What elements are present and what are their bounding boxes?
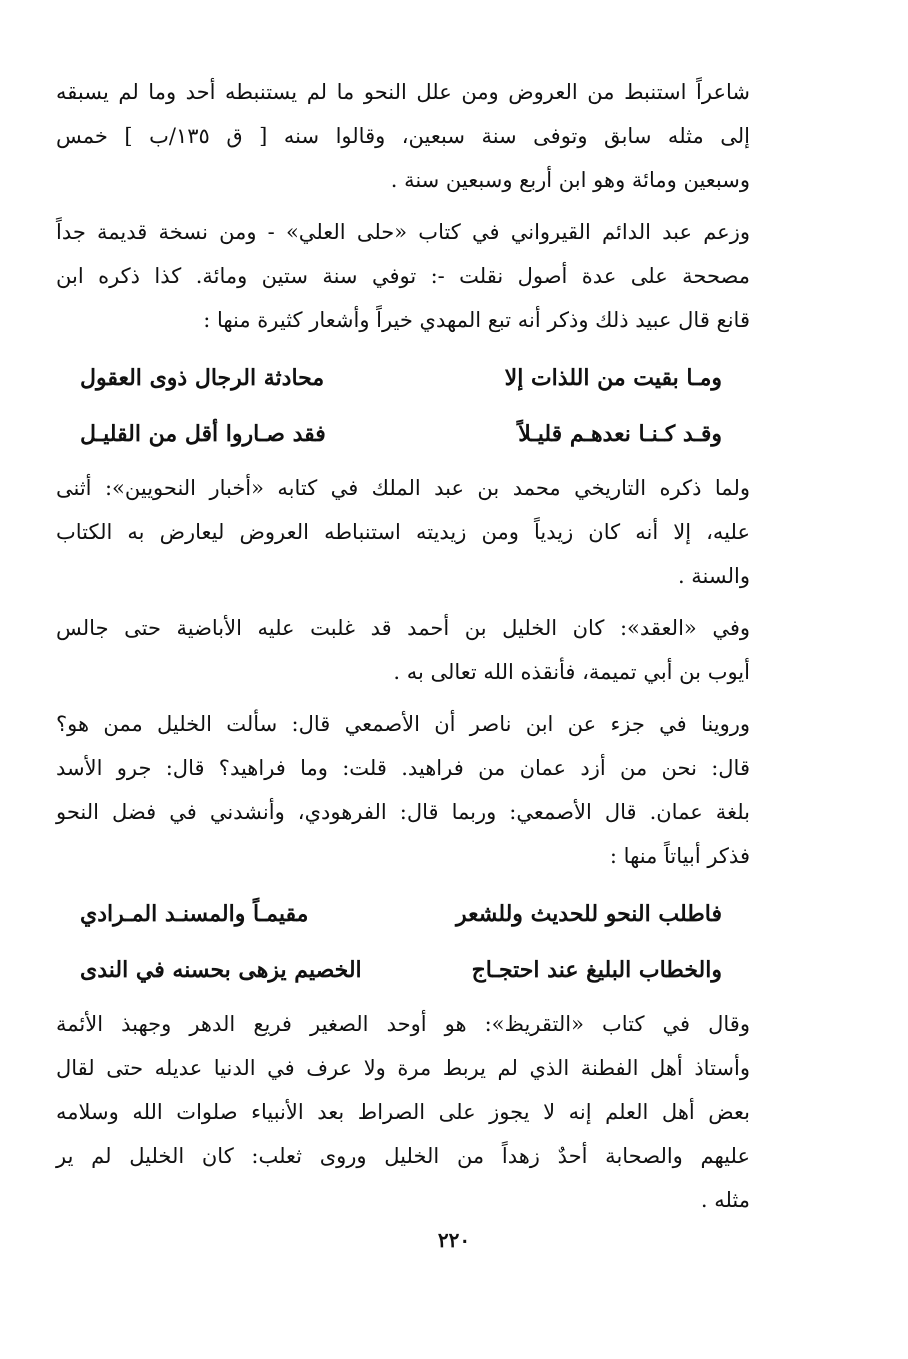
text-line: بعض أهل العلم إنه لا يجوز على الصراط بعد الأنبياء صلوات الله وسلامه — [56, 1100, 750, 1124]
page-number: ٢٢٠ — [437, 1228, 471, 1252]
text-line: وأستاذ أهل الفطنة الذي لم يربط مرة ولا عرف في الدنيا عديله حتى لقال — [56, 1056, 750, 1080]
paragraph-6 — [56, 1002, 750, 1222]
text-line: إلى مثله سابق وتوفى سنة سبعين، وقالوا سنه [ ق ١٣٥/ب ] خمس — [56, 124, 750, 148]
poem-block-2 — [56, 886, 750, 998]
text-line: وزعم عبد الدائم القيرواني في كتاب «حلى العلي» - ومن نسخة قديمة جداً — [56, 220, 750, 244]
text-line: شاعراً استنبط من العروض ومن علل النحو ما لم يستنبطه أحد وما لم يسبقه — [56, 80, 750, 104]
verse-second-hemistich: محادثة الرجال ذوى العقول — [80, 365, 325, 391]
text-line: قال: نحن من أزد عمان من فراهيد. قلت: وما فراهيد؟ قال: جرو الأسد — [56, 756, 750, 780]
text-line: والسنة . — [677, 564, 750, 588]
verse-line — [56, 886, 750, 942]
verse-second-hemistich: فقد صـاروا أقل من القليـل — [80, 421, 326, 447]
verse-second-hemistich: الخصيم يزهى بحسنه في الندى — [80, 957, 362, 983]
paragraph-5 — [56, 702, 750, 878]
text-line: وسبعين ومائة وهو ابن أربع وسبعين سنة . — [390, 168, 750, 192]
text-line: وفي «العقد»: كان الخليل بن أحمد قد غلبت عليه الأباضية حتى جالس — [56, 616, 750, 640]
verse-second-hemistich: مقيمـاً والمسنـد المـرادي — [80, 901, 309, 927]
poem-block-1 — [56, 350, 750, 462]
text-line: وقال في كتاب «التقريظ»: هو أوحد الصغير فريع الدهر وجهبذ الأئمة — [56, 1012, 750, 1036]
text-line: عليه، إلا أنه كان زيدياً ومن زيديته استنباطه العروض ليعارض به الكتاب — [56, 520, 750, 544]
verse-line — [56, 350, 750, 406]
paragraph-3 — [56, 466, 750, 598]
verse-first-hemistich: والخطاب البليغ عند احتجـاج — [471, 957, 722, 983]
text-line: بلغة عمان. قال الأصمعي: وربما قال: الفرهودي، وأنشدني في فضل النحو — [56, 800, 750, 824]
verse-first-hemistich: وقـد كـنـا نعدهـم قليـلاً — [518, 421, 722, 447]
paragraph-1 — [56, 70, 750, 202]
verse-first-hemistich: فاطلب النحو للحديث وللشعر — [455, 901, 722, 927]
paragraph-4 — [56, 606, 750, 694]
verse-first-hemistich: ومـا بقيت من اللذات إلا — [504, 365, 722, 391]
text-line: ولما ذكره التاريخي محمد بن عبد الملك في كتابه «أخبار النحويين»: أثنى — [56, 476, 750, 500]
verse-line — [56, 942, 750, 998]
text-line: مثله . — [700, 1188, 750, 1212]
text-line: فذكر أبياتاً منها : — [609, 844, 750, 868]
verse-line — [56, 406, 750, 462]
text-line: عليهم والصحابة أحدٌ زهداً من الخليل وروى ثعلب: كان الخليل لم ير — [56, 1144, 750, 1168]
text-line: قانع قال عبيد ذلك وذكر أنه تبع المهدي خيراً وأشعار كثيرة منها : — [203, 308, 750, 332]
text-line: مصححة على عدة أصول نقلت -: توفي سنة ستين ومائة. كذا ذكره ابن — [56, 264, 750, 288]
text-line: أيوب بن أبي تميمة، فأنقذه الله تعالى به . — [393, 660, 750, 684]
paragraph-2 — [56, 210, 750, 342]
text-line: وروينا في جزء عن ابن ناصر أن الأصمعي قال: سألت الخليل ممن هو؟ — [56, 712, 750, 736]
